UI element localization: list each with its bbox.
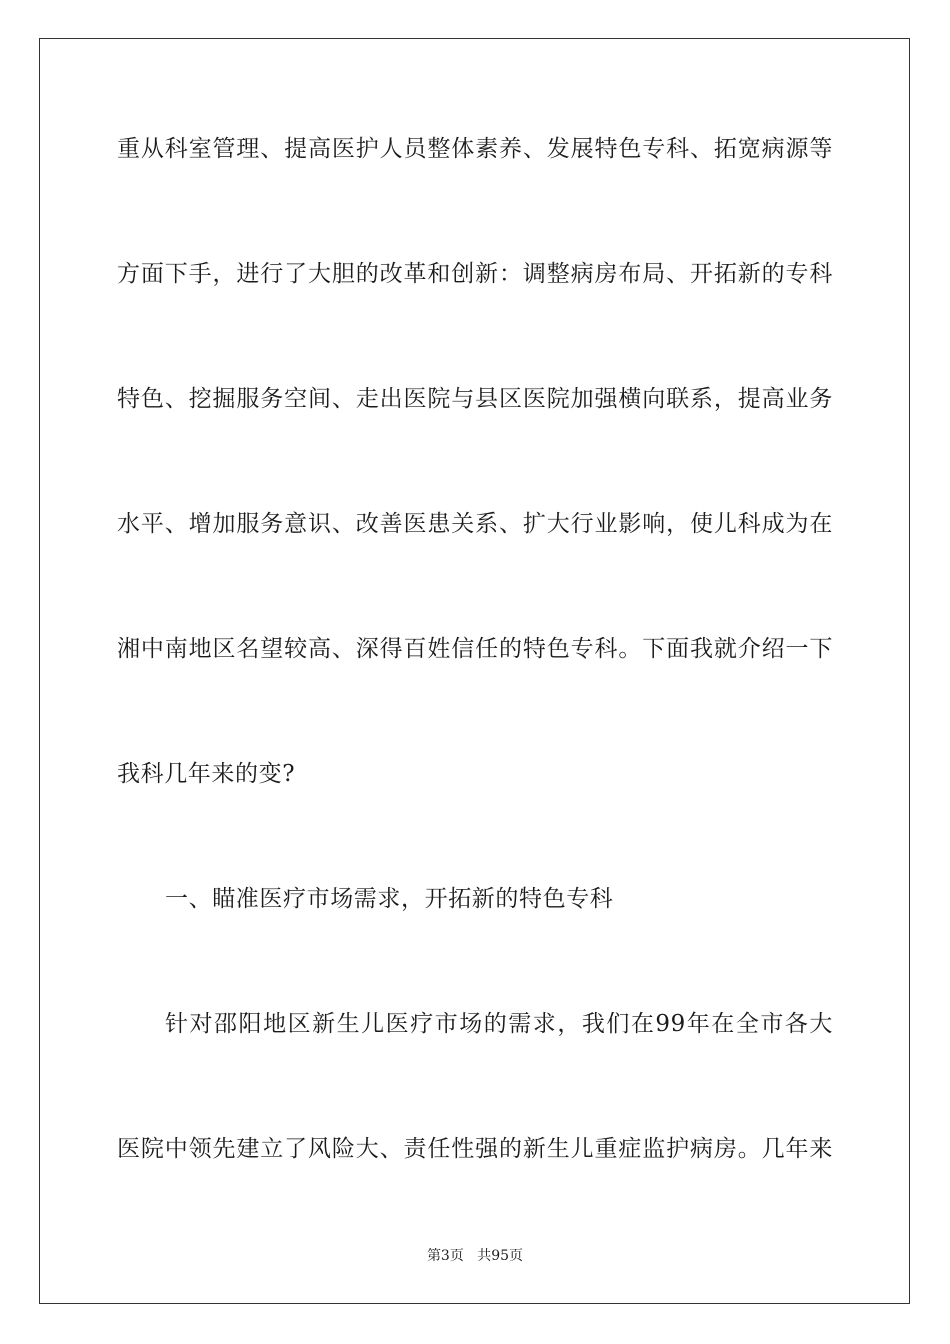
paragraph-line-2: 医院中领先建立了风险大、责任性强的新生儿重症监护病房。几年来: [117, 1136, 833, 1162]
body-text-line-1: 重从科室管理、提高医护人员整体素养、发展特色专科、拓宽病源等: [117, 136, 833, 162]
body-text-line-5: 湘中南地区名望较高、深得百姓信任的特色专科。下面我就介绍一下: [117, 636, 833, 662]
total-pages: 共95页: [477, 1248, 524, 1264]
page-footer: [0, 1247, 950, 1265]
section-heading: 一、瞄准医疗市场需求，开拓新的特色专科: [165, 886, 614, 912]
body-text-line-6: 我科几年来的变?: [117, 761, 296, 787]
body-text-line-4: 水平、增加服务意识、改善医患关系、扩大行业影响，使儿科成为在: [117, 511, 833, 537]
body-text-line-2: 方面下手，进行了大胆的改革和创新：调整病房布局、开拓新的专科: [117, 261, 833, 287]
paragraph-line-1: 针对邵阳地区新生儿医疗市场的需求，我们在99年在全市各大: [165, 1011, 833, 1037]
body-text-line-3: 特色、挖掘服务空间、走出医院与县区医院加强横向联系，提高业务: [117, 386, 833, 412]
page-border: [39, 38, 910, 1304]
page-number: 第3页: [426, 1248, 464, 1264]
